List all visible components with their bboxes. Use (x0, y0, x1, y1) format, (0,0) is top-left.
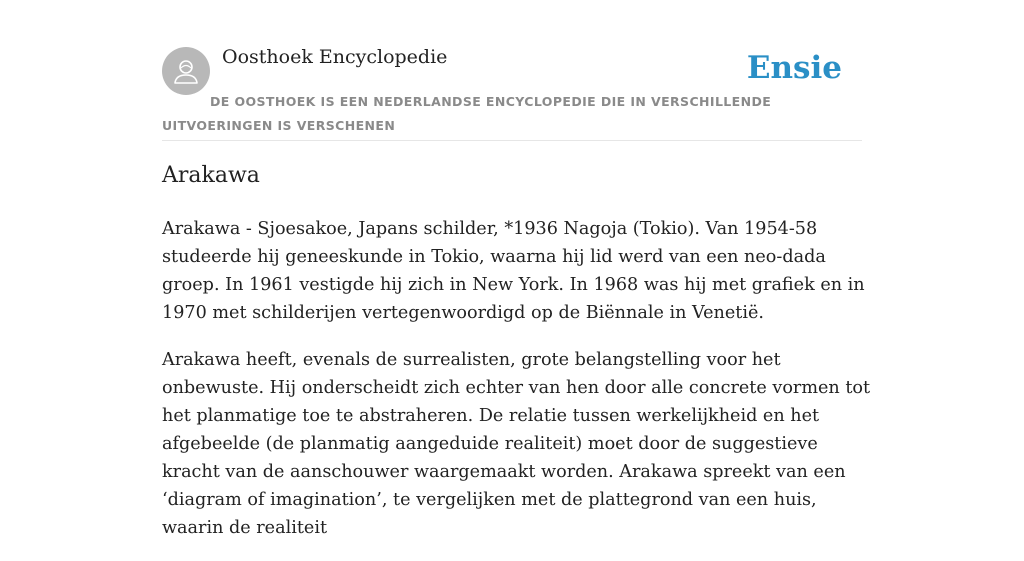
site-tagline: DE OOSTHOEK IS EEN NEDERLANDSE ENCYCLOPEDIE DIE IN VERSCHILLENDE UITVOERINGEN IS VERSCHENEN (162, 94, 772, 133)
site-header (162, 0, 862, 141)
ensie-logo[interactable]: Ensie (746, 50, 842, 86)
avatar[interactable] (162, 47, 210, 95)
article-body (162, 215, 874, 561)
site-name[interactable]: Oosthoek Encyclopedie (222, 46, 448, 68)
user-icon (171, 56, 201, 86)
article-paragraph: Arakawa - Sjoesakoe, Japans schilder, *1936 Nagoja (Tokio). Van 1954-58 studeerde hij geneeskunde in Tokio, waarna hij lid werd van een neo-dada groep. In 1961 vestigde hij zich in New York. In 1968 was hij met grafiek en in 1970 met schilderijen vertegenwoordigd op de Biënnale in Venetië. (162, 219, 865, 323)
page (162, 0, 871, 538)
article-title: Arakawa (162, 163, 260, 188)
article-paragraph: Arakawa heeft, evenals de surrealisten, grote belangstelling voor het onbewuste. Hij onderscheidt zich echter van hen door alle concrete vormen tot het planmatige toe te abstraheren. De relatie tussen werkelijkheid en het afgebeelde (de planmatig aangeduide realiteit) moet door de suggestieve kracht van de aanschouwer waargemaakt worden. Arakawa spreekt van een ‘diagram of imagination’, te vergelijken met de plattegrond van een huis, waarin de realiteit (162, 350, 871, 538)
